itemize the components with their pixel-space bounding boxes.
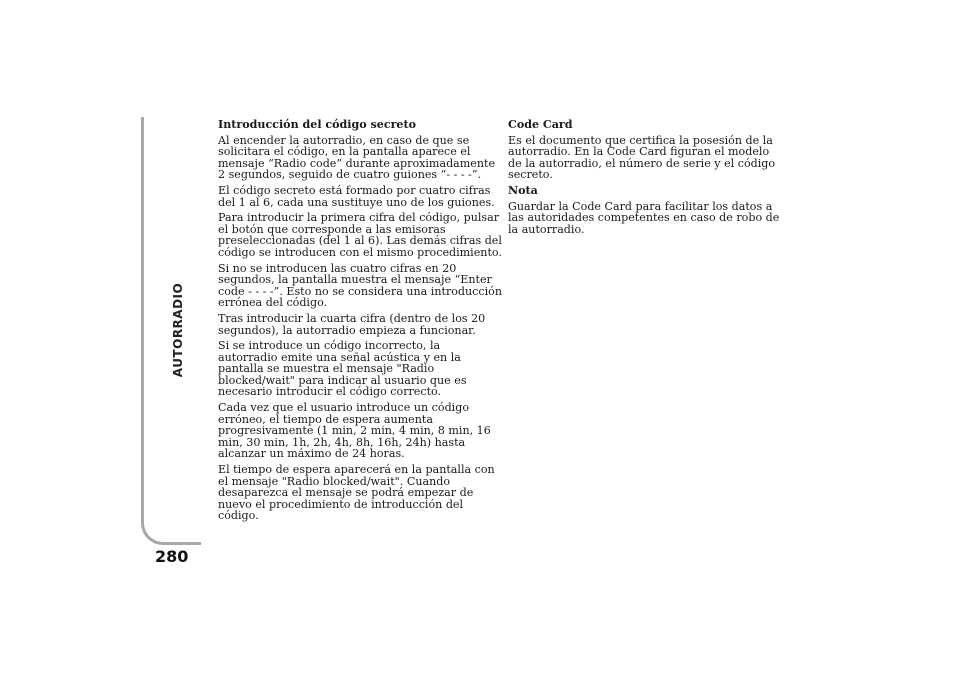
- right-column: [508, 119, 780, 239]
- section-heading-code-card: Code Card: [508, 118, 573, 131]
- paragraph: Cada vez que el usuario introduce un código erróneo, el tiempo de espera aumenta progresivamente (1 min, 2 min, 4 min, 8 min, 16 min, 30 min, 1h, 2h, 4h, 8h, 16h, 24h) hasta alcanzar un máximo de 24 horas.: [218, 401, 491, 461]
- section-heading-note: Nota: [508, 183, 538, 197]
- section-label: AUTORRADIO: [171, 282, 185, 378]
- paragraph: El código secreto está formado por cuatro cifras del 1 al 6, cada una sustituye uno de los guiones.: [218, 183, 495, 209]
- paragraph: Si se introduce un código incorrecto, la autorradio emite una señal acústica y en la pantalla se muestra el mensaje "Radio blocked/wait" para indicar al usuario que es necesario introducir el código correcto.: [218, 339, 467, 399]
- paragraph: Para introducir la primera cifra del código, pulsar el botón que corresponde a las emisoras preseleccionadas (del 1 al 6). Las demás cifras del código se introducen con el mismo procedimiento.: [218, 211, 502, 259]
- section-heading-secret-code: Introducción del código secreto: [218, 118, 417, 131]
- page-number: 280: [155, 547, 189, 566]
- paragraph: Si no se introducen las cuatro cifras en 20 segundos, la pantalla muestra el mensaje “Enter code - - - -”. Esto no se considera una introducción errónea del código.: [218, 261, 502, 310]
- paragraph: Es el documento que certifica la posesión de la autorradio. En la Code Card figuran el modelo de la autorradio, el número de serie y el código secreto.: [508, 133, 776, 182]
- paragraph: El tiempo de espera aparecerá en la pantalla con el mensaje "Radio blocked/wait". Cuando desaparezca el mensaje se podrá empezar de nuevo el procedimiento de introducción del código.: [218, 463, 495, 523]
- paragraph: Tras introducir la cuarta cifra (dentro de los 20 segundos), la autorradio empieza a funcionar.: [218, 311, 486, 337]
- paragraph: Guardar la Code Card para facilitar los datos a las autoridades competentes en caso de robo de la autorradio.: [508, 199, 780, 236]
- left-column: [218, 119, 502, 526]
- paragraph: Al encender la autorradio, en caso de que se solicitara el código, en la pantalla aparece el mensaje “Radio code” durante aproximadamente 2 segundos, seguido de cuatro guiones “- - - -”.: [218, 133, 496, 182]
